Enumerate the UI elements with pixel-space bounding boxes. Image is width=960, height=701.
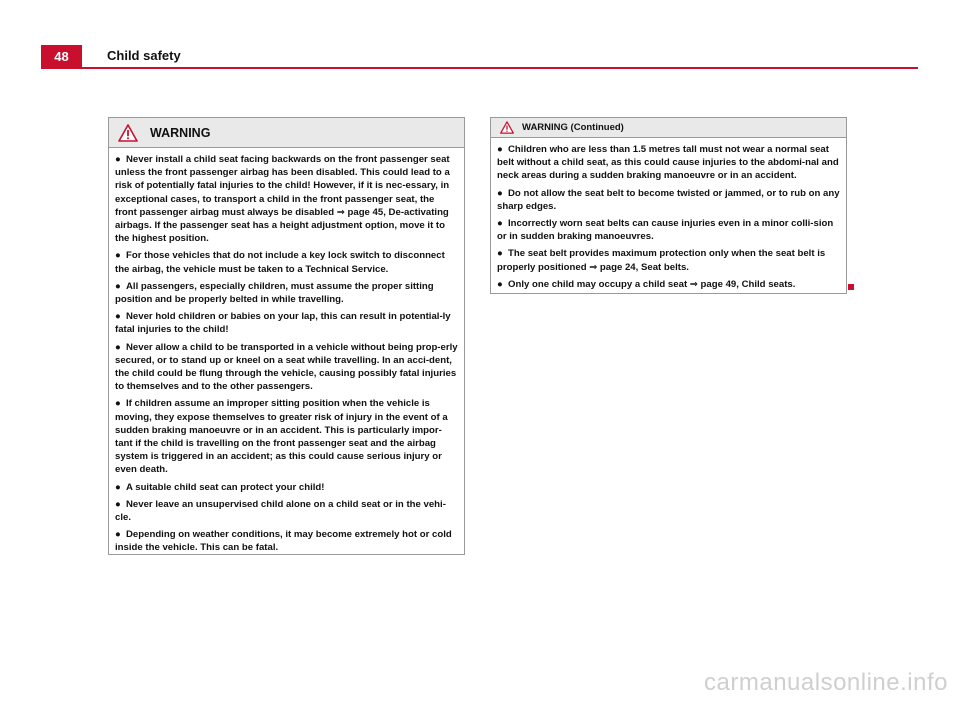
warning-item: ● The seat belt provides maximum protection only when the seat belt is properly positioned ⇒ page 24, Seat belts. xyxy=(497,248,826,273)
warning-header-right xyxy=(491,118,846,138)
warning-title-continued: WARNING (Continued) xyxy=(522,122,624,133)
warning-triangle-icon xyxy=(500,121,514,134)
section-title: Child safety xyxy=(107,48,181,63)
warning-item: ● Depending on weather conditions, it may become extremely hot or cold inside the vehicle. This can be fatal. xyxy=(115,529,452,554)
page-header xyxy=(41,45,918,69)
warning-item: ● Do not allow the seat belt to become twisted or jammed, or to rub on any sharp edges. xyxy=(497,187,840,212)
warning-item: ● Incorrectly worn seat belts can cause injuries even in a minor colli-sion or in sudden braking manoeuvres. xyxy=(497,218,834,243)
warning-item: ● Never allow a child to be transported in a vehicle without being prop-erly secured, or to stand up or kneel on a seat while travelling. In an acci-dent, the child could be flung through the vehicle, causing possibly fatal injuries to themselves and to the other passengers. xyxy=(115,341,458,393)
warning-title: WARNING xyxy=(150,125,211,140)
warning-box-left xyxy=(108,117,465,555)
warning-body-right xyxy=(491,138,846,291)
warning-item: ● If children assume an improper sitting position when the vehicle is moving, they expose themselves to greater risk of injury in the event of a sudden braking manoeuvre or in an accident. This is particularly impor-tant if the child is travelling on the front passenger seat and the airbag system is triggered in an accident; as this could cause serious injury or even death. xyxy=(115,398,448,476)
warning-item: ● Never leave an unsupervised child alone on a child seat or in the vehi-cle. xyxy=(115,498,446,524)
warning-item: ● Children who are less than 1.5 metres tall must not wear a normal seat belt without a child seat, as this could cause injuries to the abdomi-nal and neck areas during a sudden braking manoeuvre or in an accident. xyxy=(497,144,839,182)
warning-triangle-icon xyxy=(118,124,138,142)
warning-item: ● Never install a child seat facing backwards on the front passenger seat unless the front passenger airbag has been disabled. This could lead to a risk of potentially fatal injuries to the child! However, if it is nec-essary, in exceptional cases, to transport a child in the front passenger seat, the front passenger airbag must always be disabled ⇒ page 45, De-activating airbags. If the passenger seat has a height adjustment option, move it to the highest position. xyxy=(115,154,450,245)
warning-item: ● Never hold children or babies on your lap, this can result in potential-ly fatal injuries to the child! xyxy=(115,311,451,336)
section-end-marker xyxy=(848,284,854,290)
warning-item: ● For those vehicles that do not include a key lock switch to disconnect the airbag, the vehicle must be taken to a Technical Service. xyxy=(115,250,445,275)
watermark-logo: carmanualsonline.info xyxy=(704,669,948,696)
warning-item: ● Only one child may occupy a child seat ⇒ page 49, Child seats. xyxy=(497,278,796,290)
warning-header-left xyxy=(109,118,464,148)
warning-item: ● All passengers, especially children, must assume the proper sitting position and be properly belted in while travelling. xyxy=(115,280,434,306)
warning-item: ● A suitable child seat can protect your child! xyxy=(115,481,325,493)
warning-box-right xyxy=(490,117,847,294)
page-number: 48 xyxy=(41,45,82,67)
warning-body-left xyxy=(109,148,464,555)
